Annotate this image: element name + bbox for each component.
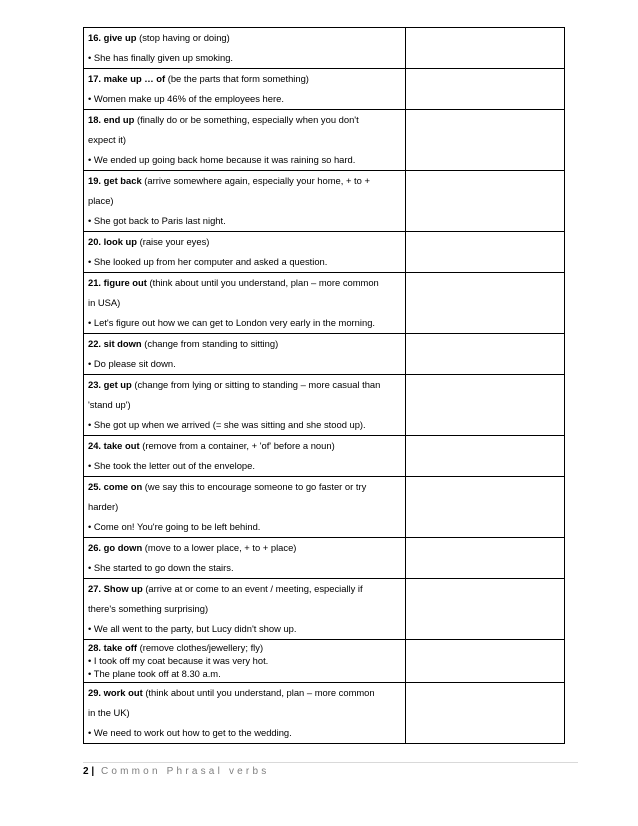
entry-heading-line xyxy=(88,273,401,293)
definition-text: (arrive somewhere again, especially your home, + to + xyxy=(144,175,370,186)
example-sentence: • Women make up 46% of the employees here. xyxy=(88,93,284,104)
phrasal-verb-term: 20. look up xyxy=(88,236,137,247)
definition-text: (think about until you understand, plan – more common xyxy=(149,277,379,288)
answer-cell xyxy=(406,110,565,171)
definition-text: (stop having or doing) xyxy=(139,32,230,43)
entry-heading-line xyxy=(88,477,401,497)
definition-text: (finally do or be something, especially when you don't xyxy=(136,114,359,125)
entry-cell xyxy=(84,28,406,69)
footer-divider xyxy=(83,762,578,763)
definition-continuation: expect it) xyxy=(88,134,127,145)
page-number: 2 xyxy=(83,766,89,777)
entry-heading-line xyxy=(88,375,401,395)
entry-cell xyxy=(84,579,406,640)
definition-continuation: there's something surprising) xyxy=(88,603,209,614)
entry-heading-line xyxy=(88,232,401,252)
page-footer xyxy=(83,766,269,777)
phrasal-verb-term: 29. work out xyxy=(88,687,143,698)
entry-cell xyxy=(84,232,406,273)
definition-continuation: harder) xyxy=(88,501,119,512)
entry-heading-line xyxy=(88,110,401,130)
entry-heading-line xyxy=(88,579,401,599)
entry-cell xyxy=(84,683,406,744)
entry-heading-line xyxy=(88,538,401,558)
table-row xyxy=(84,28,565,69)
entry-heading-line xyxy=(88,171,401,191)
document-title: Common Phrasal verbs xyxy=(100,766,270,777)
table-row xyxy=(84,683,565,744)
phrasal-verb-term: 27. Show up xyxy=(88,583,143,594)
answer-cell xyxy=(406,232,565,273)
phrasal-verb-term: 24. take out xyxy=(88,440,140,451)
definition-text: (remove from a container, + 'of' before a noun) xyxy=(142,440,335,451)
answer-cell xyxy=(406,436,565,477)
entry-heading-line xyxy=(88,28,401,48)
table-row xyxy=(84,538,565,579)
table-row xyxy=(84,232,565,273)
phrasal-verb-term: 17. make up … of xyxy=(88,73,166,84)
table-row xyxy=(84,171,565,232)
entry-cell xyxy=(84,477,406,538)
entry-heading-line xyxy=(88,683,401,703)
example-sentence: • She started to go down the stairs. xyxy=(88,562,234,573)
phrasal-verb-term: 18. end up xyxy=(88,114,135,125)
table-row xyxy=(84,640,565,683)
table-row xyxy=(84,375,565,436)
phrasal-verb-table xyxy=(83,27,565,744)
entry-cell xyxy=(84,375,406,436)
table-row xyxy=(84,273,565,334)
definition-text: (be the parts that form something) xyxy=(167,73,309,84)
phrasal-verb-term: 22. sit down xyxy=(88,338,142,349)
phrasal-verb-term: 21. figure out xyxy=(88,277,147,288)
example-sentence: • The plane took off at 8.30 a.m. xyxy=(88,668,221,679)
phrasal-verb-term: 28. take off xyxy=(88,642,137,653)
table-row xyxy=(84,69,565,110)
definition-text: (raise your eyes) xyxy=(139,236,210,247)
answer-cell xyxy=(406,28,565,69)
answer-cell xyxy=(406,171,565,232)
definition-text: (change from lying or sitting to standing – more casual than xyxy=(134,379,381,390)
entry-heading-line xyxy=(88,334,401,354)
example-sentence: • We ended up going back home because it was raining so hard. xyxy=(88,154,356,165)
definition-text: (arrive at or come to an event / meeting, especially if xyxy=(145,583,363,594)
example-sentence: • She has finally given up smoking. xyxy=(88,52,234,63)
definition-text: (change from standing to sitting) xyxy=(144,338,279,349)
definition-text: (move to a lower place, + to + place) xyxy=(144,542,297,553)
entry-heading-line xyxy=(88,436,401,456)
example-sentence: • Come on! You're going to be left behind. xyxy=(88,521,261,532)
example-sentence: • We all went to the party, but Lucy didn't show up. xyxy=(88,623,297,634)
table-row xyxy=(84,477,565,538)
entry-cell xyxy=(84,538,406,579)
example-sentence: • We need to work out how to get to the wedding. xyxy=(88,727,292,738)
definition-continuation: place) xyxy=(88,195,114,206)
answer-cell xyxy=(406,69,565,110)
definition-continuation: 'stand up') xyxy=(88,399,131,410)
example-sentence: • I took off my coat because it was very hot. xyxy=(88,655,269,666)
example-sentence: • She looked up from her computer and asked a question. xyxy=(88,256,328,267)
answer-cell xyxy=(406,477,565,538)
table-row xyxy=(84,436,565,477)
example-sentence: • She took the letter out of the envelope. xyxy=(88,460,255,471)
phrasal-verb-term: 16. give up xyxy=(88,32,137,43)
answer-cell xyxy=(406,579,565,640)
definition-text: (think about until you understand, plan – more common xyxy=(145,687,375,698)
entry-heading-line xyxy=(88,69,401,89)
entry-cell xyxy=(84,110,406,171)
entry-heading-line xyxy=(88,641,401,654)
table-row xyxy=(84,334,565,375)
table-row xyxy=(84,110,565,171)
example-sentence: • She got back to Paris last night. xyxy=(88,215,226,226)
phrasal-verb-term: 26. go down xyxy=(88,542,143,553)
phrasal-verb-term: 25. come on xyxy=(88,481,143,492)
answer-cell xyxy=(406,273,565,334)
entry-cell xyxy=(84,171,406,232)
phrasal-verb-term: 19. get back xyxy=(88,175,142,186)
example-sentence: • Let's figure out how we can get to London very early in the morning. xyxy=(88,317,376,328)
answer-cell xyxy=(406,375,565,436)
definition-text: (we say this to encourage someone to go faster or try xyxy=(144,481,367,492)
definition-continuation: in USA) xyxy=(88,297,121,308)
answer-cell xyxy=(406,334,565,375)
entry-cell xyxy=(84,334,406,375)
table-row xyxy=(84,579,565,640)
answer-cell xyxy=(406,683,565,744)
answer-cell xyxy=(406,538,565,579)
phrasal-verb-term: 23. get up xyxy=(88,379,132,390)
answer-cell xyxy=(406,640,565,683)
footer-separator: | xyxy=(91,766,95,777)
definition-continuation: in the UK) xyxy=(88,707,130,718)
example-sentence: • She got up when we arrived (= she was sitting and she stood up). xyxy=(88,419,366,430)
example-sentence: • Do please sit down. xyxy=(88,358,176,369)
phrasal-verb-table-body xyxy=(84,28,565,744)
entry-cell xyxy=(84,69,406,110)
entry-cell xyxy=(84,273,406,334)
entry-cell xyxy=(84,640,406,683)
definition-text: (remove clothes/jewellery; fly) xyxy=(139,642,264,653)
entry-cell xyxy=(84,436,406,477)
